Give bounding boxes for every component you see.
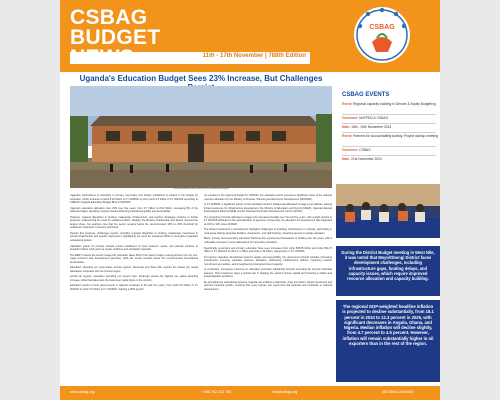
events-title: CSBAG EVENTS <box>342 92 390 98</box>
edition-text: 11th - 17th November | 788th Edition <box>202 53 306 59</box>
school-building-photo <box>70 86 332 188</box>
divider <box>342 123 436 124</box>
article-column-left <box>70 194 198 384</box>
article-paragraph: By strengthening educational systems, Uganda can enhance productivity, drive innovation, attract investment and promote inclusive growth, ensuring that every learner can reach their full potential and contribute to national development. <box>204 280 332 292</box>
date-label: Date: <box>342 125 351 129</box>
article-paragraph: To improve Uganda's educational system's quality and accessibility, the government should consider increasing investments, ensuring equitable resource allocation, addressing infrastructure deficits, improving teacher recruitment and welfare, and strengthening local government capacity. <box>204 255 332 266</box>
event-value: Partners for Accountability Activity, Project startup meeting <box>353 134 438 138</box>
event-label: Event: <box>342 102 353 106</box>
article-paragraph: However, regional disparities in funding, inadequate infrastructure, and teacher shortages continue to hinder progress, underscoring the need for sustained efforts. Notably, the Ministry of Education and Sports received the largest share, but analysts note that the sector remains below the recommended 15% to 20% threshold for sustained investment in learning outcomes. <box>70 215 198 230</box>
footer-website[interactable]: www.csbag.org <box>70 390 95 394</box>
article-paragraph: Capitation grants for primary schools remain insufficient to cover learners' needs, and parents continue to shoulder hidden costs such as meals, uniforms and scholastic materials. <box>70 244 198 252</box>
article-paragraph: As revealed in the approved budget FY 2025/26, the education sector received a significant share of the national resource allocation by the Ministry of Finance, Planning and Economic Development (MoFPED). <box>204 194 332 201</box>
convener-value: CSBAG <box>359 148 371 152</box>
convener-label: Convener: <box>342 148 359 152</box>
divider <box>342 132 436 133</box>
article-paragraph: In conclusion, increasing resources to education promotes substantial benefits extending far beyond individual learners. This investment plays a pivotal role in shaping the nation's human capital and fostering a skilled and knowledgeable workforce. <box>204 268 332 279</box>
convener-label: Convener: <box>342 116 359 120</box>
article-paragraph: Education grants to local governments in Uganda increased in the last five years, from Ushs 2.8 trillion in FY 2020/21 to Ushs 3.5 trillion in FY 2025/26, marking a 25% growth. <box>70 284 198 292</box>
article-paragraph: The BEST reviews the sector's wage bill; education takes 60% of the sector budget, leaving limited room for non-wage recurrent and development spending, while the sector remains below the recommended international benchmarks. <box>70 253 198 264</box>
date-label: Date: <box>342 157 351 161</box>
event-label: Event: <box>342 134 353 138</box>
divider <box>342 155 436 156</box>
footer-bar <box>60 386 440 400</box>
event-1-convener <box>342 116 438 121</box>
brand-line-2: BUDGET <box>70 26 161 49</box>
divider <box>342 146 436 147</box>
footer-email[interactable]: info@csbag.org <box>272 390 298 394</box>
footer-social-handle[interactable]: @CSBAGUGANDA <box>382 390 414 394</box>
convener-value: MoFPED & CSBAG <box>359 116 389 120</box>
date-value: 21st November 2024 <box>351 157 382 161</box>
logo-text: CSBAG <box>369 24 395 31</box>
event-2 <box>342 134 438 139</box>
district-meeting-callout: During the District Budget meeting in West Nile, it was noted that Moyo/Obongi District faces development challenges, including infrastructure gaps, funding delays, and capacity issues, which require improved resource allocation and capacity building. <box>336 246 440 296</box>
article-paragraph: In FY 2025/26, a significant portion of the education sector's budget was allocated to wages and salaries, leaving limited resources for infrastructure development, the Ministry of Education and Sports (MoES), Uganda National Examinations Board (UNEB) and the National Curriculum Development Centre (NCDC). <box>204 203 332 214</box>
article-paragraph: Despite this progress, challenges persist, including regional disparities in funding, inadequate investment in school infrastructure and teacher deployment, highlighting the need for sustained efforts to strengthen Uganda's educational system. <box>70 231 198 243</box>
article-paragraph: Specifically, secondary and primary education have seen increases from Ushs 538.86 billion and Ushs 694.73 billion in FY 2021/22 to Ushs 1.1 trillion and Ushs 1.05 trillion, respectively, in FY 2025/26. <box>204 246 332 254</box>
article-paragraph: Uganda's education allocation rose 23% over five years, from 6.7 trillion to 8.02 trillion, averaging 8% of the national budget, signaling progress toward achieving educational quality and accessibility. <box>70 206 198 214</box>
article-paragraph: The proportion of funds allocated to wages has increased steadily over the last five years, with a slight decline in FY 2024/25 attributed to the rationalization of agencies. Conversely, the allocation for development has stagnated at 10% to 11% since 2019/20. <box>204 215 332 226</box>
date-value: 18th - 20th November 2024 <box>351 125 392 129</box>
article-paragraph: Uganda's commitment to education in primary, secondary and tertiary institutions is evident in the budget for education, which amounts to Ushs 8.02 trillion in FY 2025/26 up from Ushs 6.5 trillion in FY 2024/25 according to CSBAG's Uganda Education Budget Brief FY2025/26. <box>70 194 198 205</box>
brand-line-1: CSBAG <box>70 6 148 29</box>
event-2-date <box>342 157 438 162</box>
budget-meeting-photo <box>336 184 440 238</box>
edition-bar <box>70 52 310 64</box>
article-paragraph: Education spending per pupil varies across regions; Karamoja and West Nile register the lowest per capita allocations compared with the Central region. <box>70 266 198 273</box>
article-paragraph: The limited investment in development highlights challenges in providing infrastructure in schools, particularly in rural areas lacking adequate facilities, classrooms, and staff housing, impacting access to quality education. <box>204 228 332 235</box>
footer-phone: +256 782 222 756 <box>202 390 232 394</box>
divider <box>342 114 436 115</box>
event-1 <box>342 102 438 107</box>
event-value: Regional capacity building in Gender & Equity Budgeting <box>353 102 436 106</box>
article-paragraph: Across all regions, education spending per person rose; Karamoja posted the highest per capita spending increase, while Kampala posts the lowest per capita figure in the country. <box>70 275 198 282</box>
article-headline: Uganda's Education Budget Sees 23% Increase, But Challenges <box>79 74 323 83</box>
newsletter-page <box>60 0 440 400</box>
hashtag-banner: #OBUDGET25 <box>370 237 397 242</box>
inflation-callout: The regional GDP-weighted headline inflation is projected to decline substantially, from 18.1 percent in 2024 to 12.3 percent in 2025, with significant decreases in Angola, Ghana, and Nigeria. Median inflation will decline slightly, from 4.7 percent to 4.5 percent. However, inflation will remain substantially higher in oil exporters than in the rest of the region. <box>336 300 440 382</box>
csbag-logo <box>352 4 412 66</box>
article-paragraph: Basic, primary and secondary education financing has experienced fluctuations in funding over the years, with a noticeable increase in recent allocations for secondary education. <box>204 237 332 245</box>
event-2-convener <box>342 148 438 153</box>
photo-caption: Classroom blocks at a school in the Karamoja sub-region <box>173 188 229 190</box>
event-1-date <box>342 125 438 130</box>
article-column-right <box>204 194 332 384</box>
header-banner <box>60 0 440 72</box>
